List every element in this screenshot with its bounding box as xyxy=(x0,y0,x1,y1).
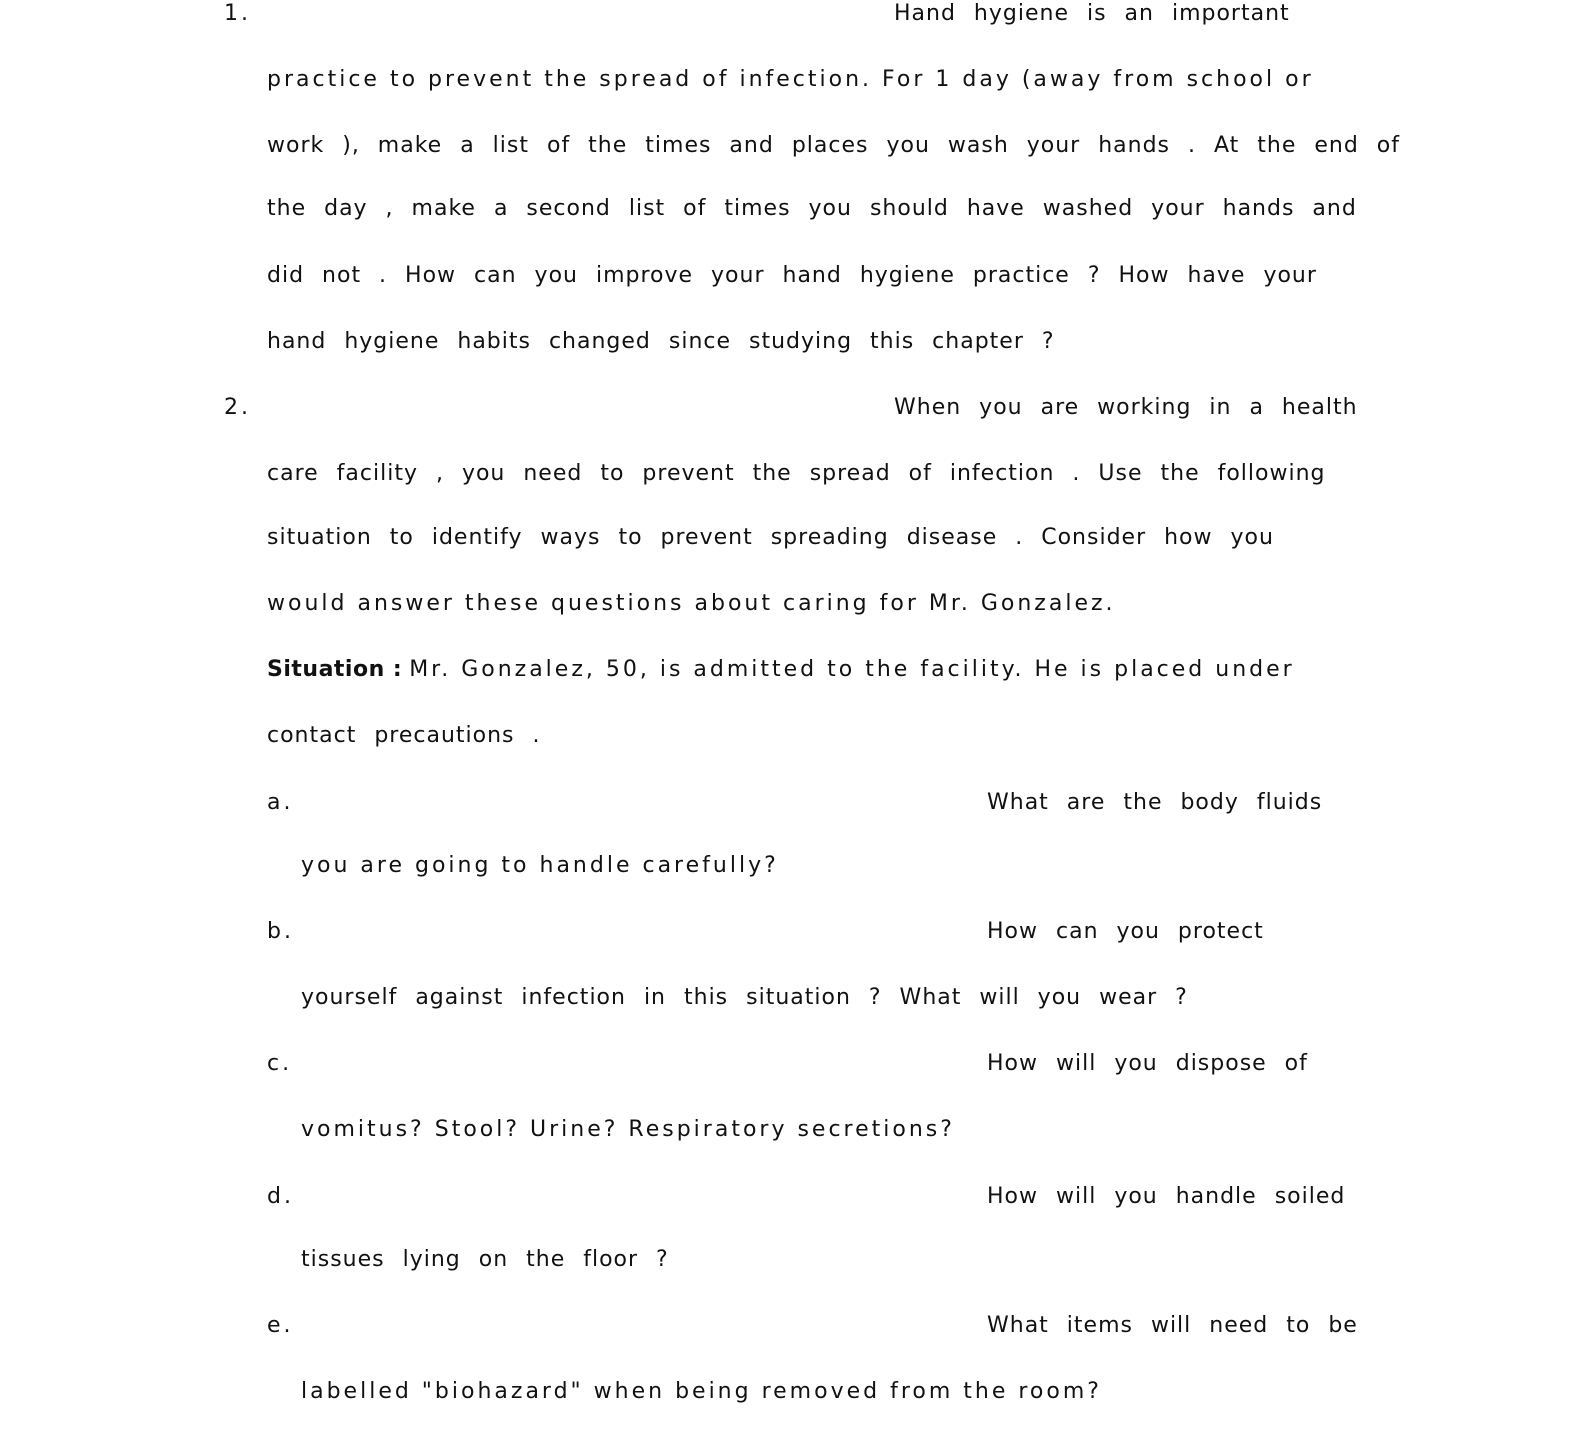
subitem-d-first-line: How will you handle soiled xyxy=(987,1184,1346,1209)
subitem-e-continuation: labelled "biohazard" when being removed from the room? xyxy=(301,1379,1102,1404)
subitem-b-first-line: How can you protect xyxy=(987,919,1264,944)
item-2-line: would answer these questions about caring for Mr. Gonzalez. xyxy=(267,591,1116,616)
subitem-c-letter: c. xyxy=(267,1051,293,1076)
subitem-a-first-line: What are the body fluids xyxy=(987,790,1323,815)
situation-label: Situation : xyxy=(267,657,403,682)
item-2-first-line: When you are working in a health xyxy=(894,395,1358,420)
item-2-number: 2. xyxy=(224,395,251,420)
subitem-b-letter: b. xyxy=(267,919,294,944)
item-1-line: work ), make a list of the times and places you wash your hands . At the end of xyxy=(267,133,1401,158)
item-1-line: did not . How can you improve your hand hygiene practice ? How have your xyxy=(267,263,1317,288)
situation-continuation: contact precautions . xyxy=(267,723,541,748)
subitem-c-continuation: vomitus? Stool? Urine? Respiratory secretions? xyxy=(301,1117,955,1142)
subitem-e-first-line: What items will need to be xyxy=(987,1313,1358,1338)
item-1-line: practice to prevent the spread of infection. For 1 day (away from school or xyxy=(267,67,1314,92)
item-1-line: the day , make a second list of times you should have washed your hands and xyxy=(267,196,1357,221)
item-2-line: care facility , you need to prevent the spread of infection . Use the following xyxy=(267,461,1326,486)
subitem-e-letter: e. xyxy=(267,1313,294,1338)
subitem-d-letter: d. xyxy=(267,1184,294,1209)
item-1-line: hand hygiene habits changed since studying this chapter ? xyxy=(267,329,1055,354)
subitem-a-continuation: you are going to handle carefully? xyxy=(301,853,779,878)
item-1-first-line: Hand hygiene is an important xyxy=(894,1,1290,26)
subitem-d-continuation: tissues lying on the floor ? xyxy=(301,1247,669,1272)
situation-paragraph xyxy=(267,656,1295,684)
item-2-line: situation to identify ways to prevent spreading disease . Consider how you xyxy=(267,525,1274,550)
subitem-b-continuation: yourself against infection in this situation ? What will you wear ? xyxy=(301,985,1188,1010)
item-1-number: 1. xyxy=(224,1,251,26)
subitem-a-letter: a. xyxy=(267,790,294,815)
subitem-c-first-line: How will you dispose of xyxy=(987,1051,1308,1076)
situation-text: Mr. Gonzalez, 50, is admitted to the facility. He is placed under xyxy=(409,657,1295,682)
